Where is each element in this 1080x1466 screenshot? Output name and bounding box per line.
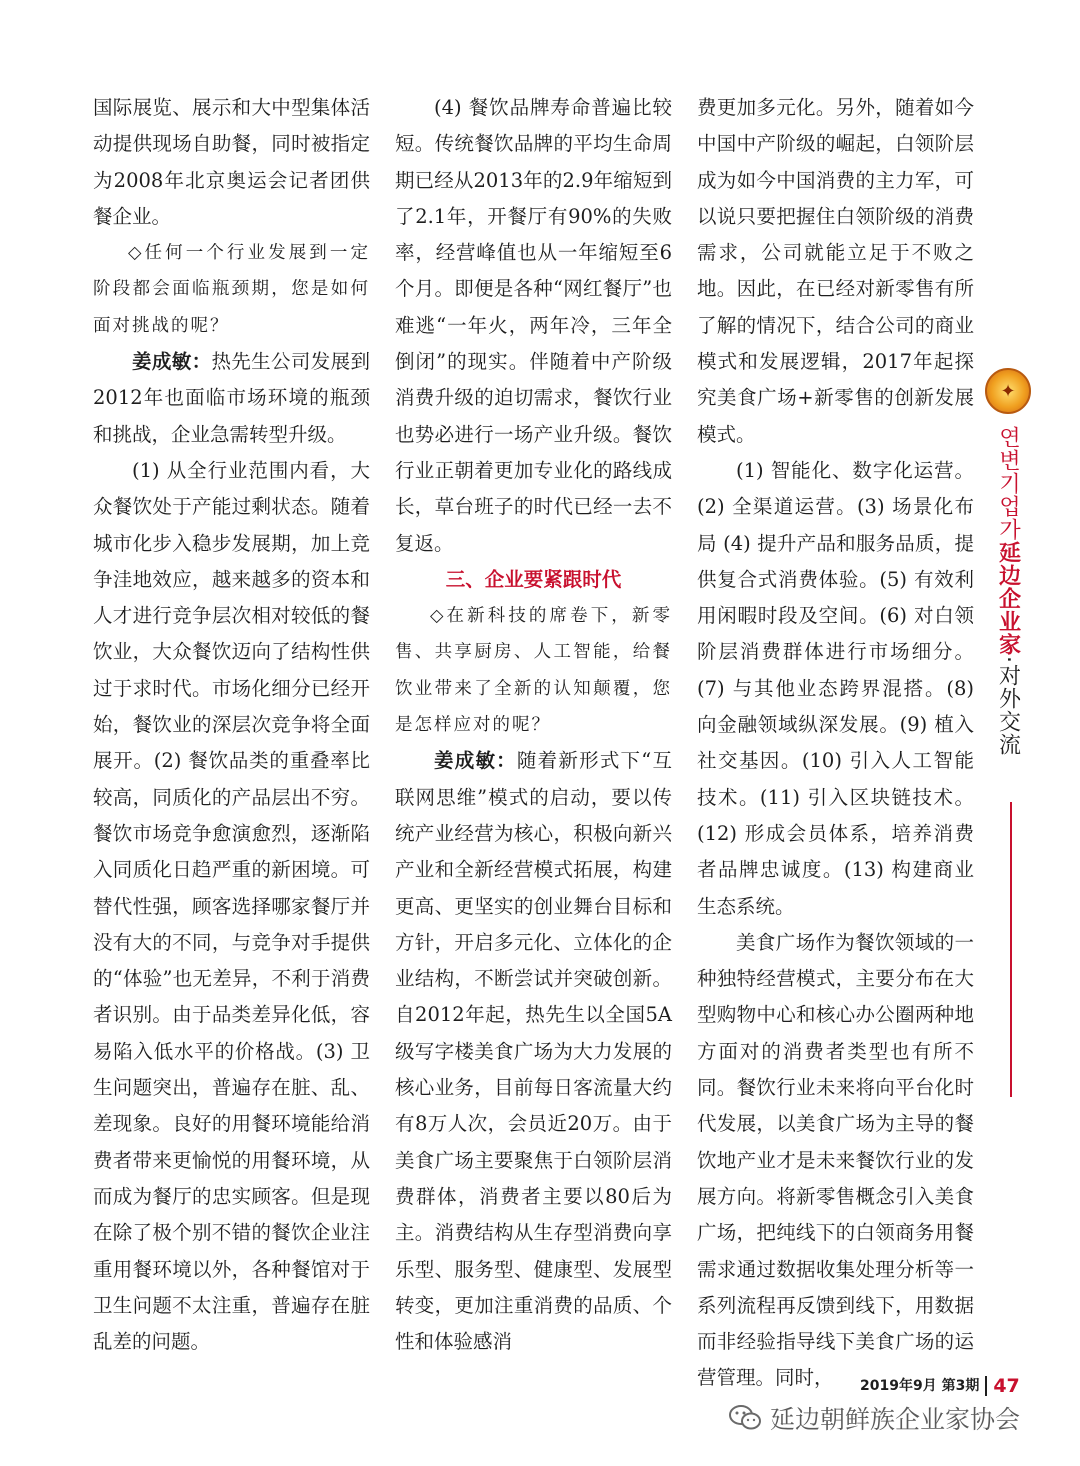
watermark-text: 延边朝鲜族企业家协会 [770, 1405, 1021, 1434]
paragraph [395, 743, 672, 1360]
sidebar-chinese-title: 延边企业家 [995, 541, 1021, 656]
issue-date: 2019年9月 第3期 [860, 1378, 980, 1394]
answer-text: 热先生公司发展到2012年也面临市场环境的瓶颈和挑战，企业急需转型升级。 [93, 350, 370, 446]
section-sidebar [983, 368, 1033, 756]
footer-divider [985, 1376, 987, 1396]
paragraph: (1) 从全行业范围内看，大众餐饮处于产能过剩状态。随着城市化步入稳步发展期，加上竞争洼地效应，越来越多的资本和人才进行竞争层次相对较低的餐饮业，大众餐饮迈向了结构性供过于求时代。市场化细分已经开始，餐饮业的深层次竞争将全面展开。(2) 餐饮品类的重叠率比较高，同质化的产品层出不穷。餐饮市场竞争愈演愈烈，逐渐陷入同质化日趋严重的新困境。可替代性强，顾客选择哪家餐厅并没有大的不同，与竞争对手提供的“体验”也无差异，不利于消费者识别。由于品类差异化低，容易陷入低水平的价格战。(3) 卫生问题突出，普遍存在脏、乱、差现象。良好的用餐环境能给消费者带来更愉悦的用餐环境，从而成为餐厅的忠实顾客。但是现在除了极个别不错的餐饮企业注重用餐环境以外，各种餐馆对于卫生问题不太注重，普遍存在脏乱差的问题。 [93, 458, 370, 1354]
sidebar-separator: · [995, 656, 1021, 664]
column-3 [697, 90, 974, 1397]
section-heading: 三、企业要紧跟时代 [445, 567, 622, 591]
page-number: 47 [993, 1375, 1020, 1397]
page-footer [860, 1375, 1020, 1397]
paragraph: 美食广场作为餐饮领域的一种独特经营模式，主要分布在大型购物中心和核心办公圈两种地方面对的消费者类型也有所不同。餐饮行业未来将向平台化时代发展，以美食广场为主导的餐饮地产业才是未来餐饮行业的发展方向。将新零售概念引入美食广场，把纯线下的白领商务用餐需求通过数据收集处理分析等一系列流程再反馈到线下，用数据而非经验指导线下美食广场的运营管理。同时， [697, 930, 974, 1390]
paragraph: (1) 智能化、数字化运营。(2) 全渠道运营。(3) 场景化布局 (4) 提升产品和服务品质，提供复合式消费体验。(5) 有效利用闲暇时段及空间。(6) 对白领阶层消费群体进行市场细分。(7) 与其他业态跨界混搭。(8) 向金融领域纵深发展。(9) 植入社交基因。(10) 引入人工智能技术。(11) 引入区块链技术。(12) 形成会员体系，培养消费者品牌忠诚度。(13) 构建商业生态系统。 [697, 458, 974, 918]
wechat-icon [728, 1403, 762, 1433]
magazine-emblem-icon: ✦ [985, 368, 1031, 414]
sidebar-section-name: 对外交流 [995, 664, 1021, 756]
interview-question: ◇任何一个行业发展到一定阶段都会面临瓶颈期，您是如何面对挑战的呢？ [93, 243, 370, 336]
paragraph: 国际展览、展示和大中型集体活动提供现场自助餐，同时被指定为2008年北京奥运会记者团供餐企业。 [93, 96, 370, 228]
column-2 [395, 90, 672, 1360]
wechat-watermark [728, 1400, 1020, 1436]
sidebar-rule [1010, 802, 1012, 1097]
speaker-name: 姜成敏： [434, 749, 517, 773]
answer-text: 随着新形式下“互联网思维”模式的启动，要以传统产业经营为核心，积极向新兴产业和全新经营模式拓展，构建更高、更坚实的创业舞台目标和方针，开启多元化、立体化的企业结构，不断尝试并突破创新。自2012年起，热先生以全国5A级写字楼美食广场为大力发展的核心业务，目前每日客流量大约有8万人次，会员近20万。由于美食广场主要聚焦于白领阶层消费群体，消费者主要以80后为主。消费结构从生存型消费向享乐型、服务型、健康型、发展型转变，更加注重消费的品质、个性和体验感消 [395, 749, 672, 1354]
paragraph: (4) 餐饮品牌寿命普遍比较短。传统餐饮品牌的平均生命周期已经从2013年的2.9年缩短到了2.1年，开餐厅有90%的失败率，经营峰值也从一年缩短至6个月。即便是各种“网红餐厅”也难逃“一年火，两年冷，三年全倒闭”的现实。伴随着中产阶级消费升级的迫切需求，餐饮行业也势必进行一场产业升级。餐饮行业正朝着更加专业化的路线成长，草台班子的时代已经一去不复返。 [395, 96, 672, 555]
interview-question: ◇在新科技的席卷下，新零售、共享厨房、人工智能，给餐饮业带来了全新的认知颠覆，您是怎样应对的呢？ [395, 606, 672, 736]
paragraph [93, 344, 370, 453]
paragraph: 费更加多元化。另外，随着如今中国中产阶级的崛起，白领阶层成为如今中国消费的主力军，可以说只要把握住白领阶级的消费需求，公司就能立足于不败之地。因此，在已经对新零售有所了解的情况下，结合公司的商业模式和发展逻辑，2017年起探究美食广场+新零售的创新发展模式。 [697, 96, 974, 446]
sidebar-korean-title: 연변기업가 [995, 426, 1021, 541]
column-1 [93, 90, 370, 1360]
speaker-name: 姜成敏： [132, 350, 212, 374]
